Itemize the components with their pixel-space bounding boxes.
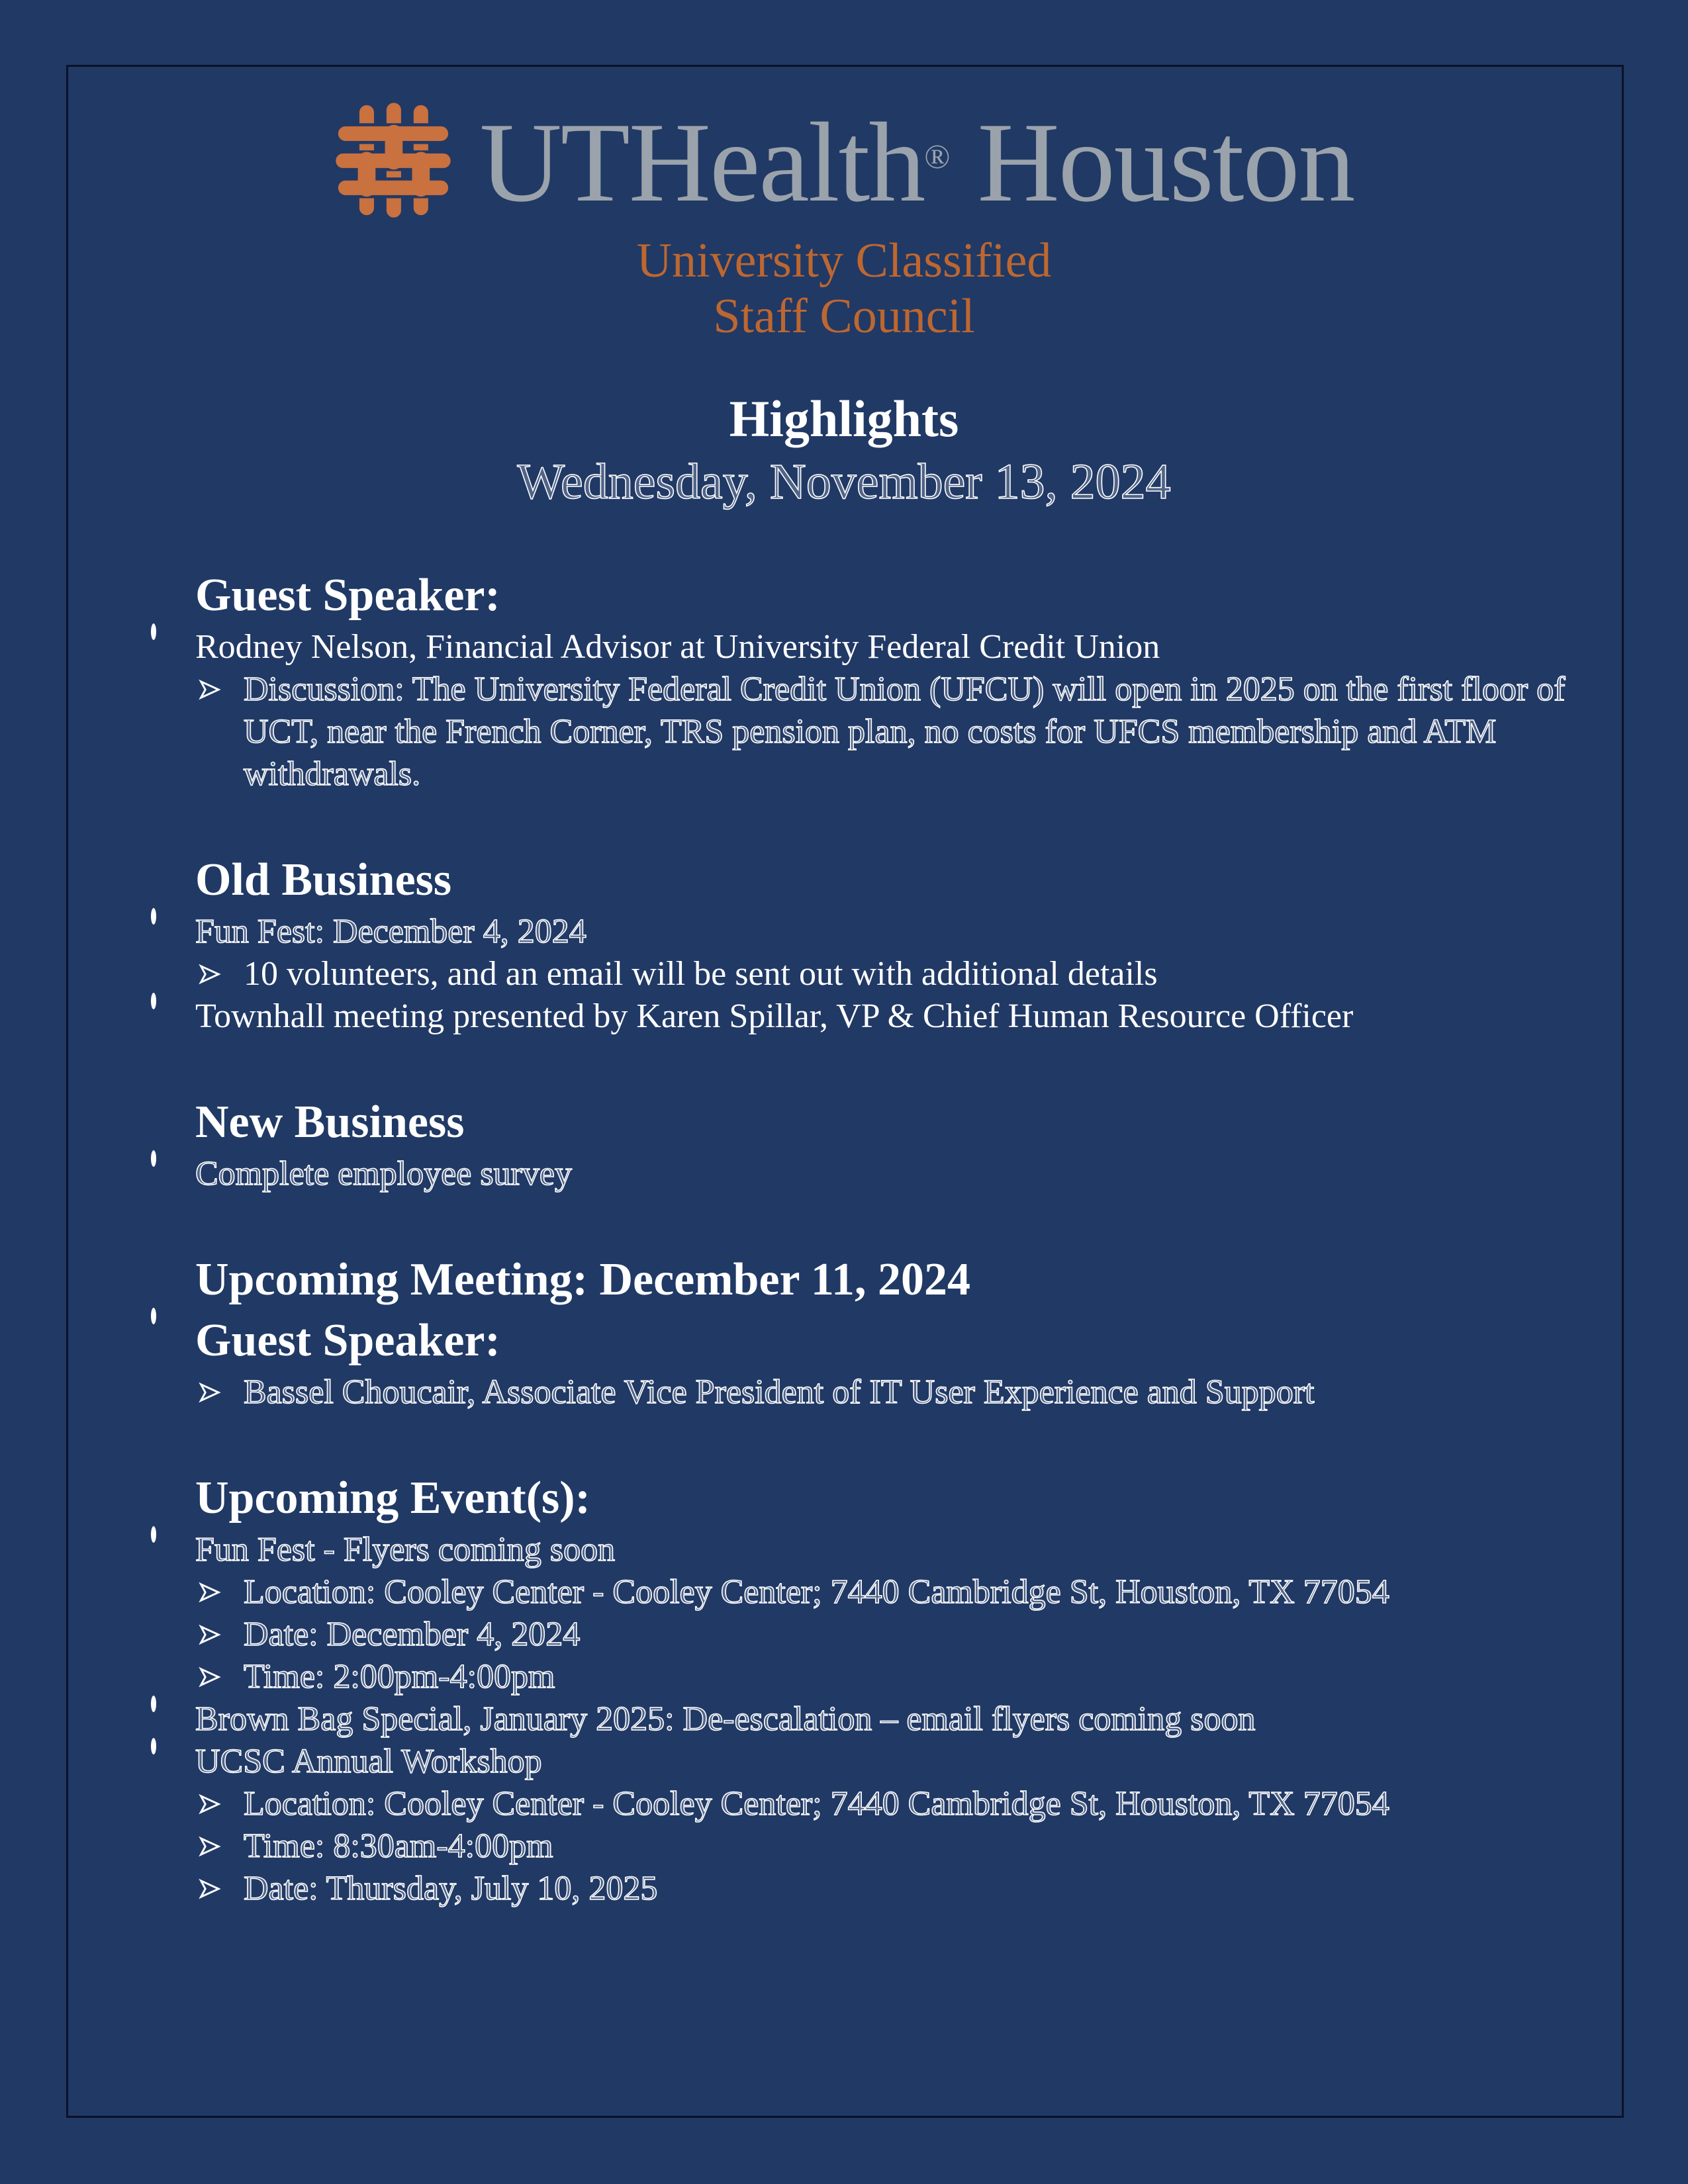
- section-heading-row: [0, 565, 1688, 626]
- registered-mark: ®: [924, 138, 951, 176]
- brand-text: [479, 98, 1354, 226]
- brand-name: UTHealth: [479, 100, 925, 226]
- org-line1: University Classified: [636, 234, 1052, 289]
- list-item: [0, 953, 1688, 995]
- section-new-business: [0, 1092, 1688, 1195]
- uthealth-weave-icon: [334, 101, 452, 219]
- circle-bullet-icon: [151, 1696, 156, 1712]
- circle-bullet-icon: [151, 1738, 156, 1754]
- arrow-bullet-icon: [197, 1833, 224, 1860]
- arrow-bullet-icon: [197, 1579, 224, 1606]
- list-item: [0, 1656, 1688, 1698]
- section-guest-speaker: [0, 565, 1688, 796]
- arrow-bullet-icon: [197, 1379, 224, 1406]
- section-heading: Guest Speaker:: [195, 570, 500, 621]
- list-item: [0, 1571, 1688, 1614]
- list-item-text: Date: December 4, 2024: [244, 1615, 581, 1654]
- circle-bullet-icon: [151, 908, 156, 925]
- arrow-bullet-icon: [197, 1621, 224, 1648]
- list-item-text: Brown Bag Special, January 2025: De-escalation – email flyers coming soon: [195, 1700, 1256, 1739]
- circle-bullet-icon: [151, 1308, 156, 1324]
- list-item-text: Location: Cooley Center - Cooley Center; 7440 Cambridge St, Houston, TX 77054: [244, 1785, 1389, 1823]
- section-upcoming-meeting: [0, 1250, 1688, 1414]
- circle-bullet-icon: [151, 1150, 156, 1167]
- section-heading-row: [0, 850, 1688, 911]
- section-old-business: [0, 850, 1688, 1038]
- org-line2: Staff Council: [713, 289, 975, 344]
- arrow-bullet-icon: [197, 961, 224, 987]
- arrow-bullet-icon: [197, 676, 224, 703]
- list-item-text: Fun Fest: December 4, 2024: [195, 913, 586, 951]
- list-item: [0, 1614, 1688, 1656]
- list-item-text: Location: Cooley Center - Cooley Center; 7440 Cambridge St, Houston, TX 77054: [244, 1573, 1389, 1612]
- list-item: [0, 1310, 1688, 1371]
- logo: [0, 98, 1688, 226]
- section-heading: Upcoming Meeting: December 11, 2024: [195, 1254, 970, 1306]
- section-heading-row: [0, 1468, 1688, 1529]
- brand-city: Houston: [950, 100, 1354, 226]
- list-item-text: Time: 2:00pm-4:00pm: [244, 1658, 555, 1696]
- section-heading: New Business: [195, 1097, 465, 1148]
- section-upcoming-events: [0, 1468, 1688, 1910]
- section-heading: Old Business: [195, 854, 452, 906]
- arrow-bullet-icon: [197, 1876, 224, 1902]
- section-heading-row: [0, 1092, 1688, 1153]
- list-item: [0, 1529, 1688, 1571]
- arrow-bullet-icon: [197, 1791, 224, 1817]
- list-item: [0, 995, 1688, 1038]
- list-item-text: Townhall meeting presented by Karen Spillar, VP & Chief Human Resource Officer: [195, 997, 1354, 1036]
- list-item: [0, 1825, 1688, 1868]
- list-item: [0, 668, 1688, 796]
- list-item: [0, 911, 1688, 953]
- list-item-text: Date: Thursday, July 10, 2025: [244, 1870, 658, 1908]
- list-item-text: UCSC Annual Workshop: [195, 1743, 542, 1781]
- org-name: [0, 233, 1688, 344]
- page-date: Wednesday, November 13, 2024: [517, 454, 1171, 510]
- section-heading: Upcoming Event(s):: [195, 1473, 590, 1524]
- list-item: [0, 1153, 1688, 1195]
- list-item-text: Discussion: The University Federal Credit Union (UFCU) will open in 2025 on the first floor of UCT, near the French Corner, TRS pension plan, no costs for UFCS membership and ATM withdrawals.: [244, 670, 1566, 794]
- arrow-bullet-icon: [197, 1664, 224, 1690]
- list-item-text: Rodney Nelson, Financial Advisor at University Federal Credit Union: [195, 628, 1160, 666]
- page-title: Highlights: [729, 390, 959, 448]
- list-item-text: 10 volunteers, and an email will be sent out with additional details: [244, 955, 1158, 993]
- list-item: [0, 1868, 1688, 1910]
- section-heading-row: [0, 1250, 1688, 1310]
- circle-bullet-icon: [151, 993, 156, 1009]
- circle-bullet-icon: [151, 623, 156, 640]
- list-item-text: Fun Fest - Flyers coming soon: [195, 1531, 616, 1569]
- list-item: [0, 1783, 1688, 1825]
- list-item-text: Complete employee survey: [195, 1155, 572, 1193]
- list-item: [0, 1371, 1688, 1414]
- list-item: [0, 1741, 1688, 1783]
- list-item-text: Bassel Choucair, Associate Vice President of IT User Experience and Support: [244, 1373, 1315, 1412]
- list-item: [0, 1698, 1688, 1741]
- list-item-text: Guest Speaker:: [195, 1315, 500, 1367]
- list-item: [0, 626, 1688, 668]
- circle-bullet-icon: [151, 1526, 156, 1543]
- list-item-text: Time: 8:30am-4:00pm: [244, 1827, 553, 1866]
